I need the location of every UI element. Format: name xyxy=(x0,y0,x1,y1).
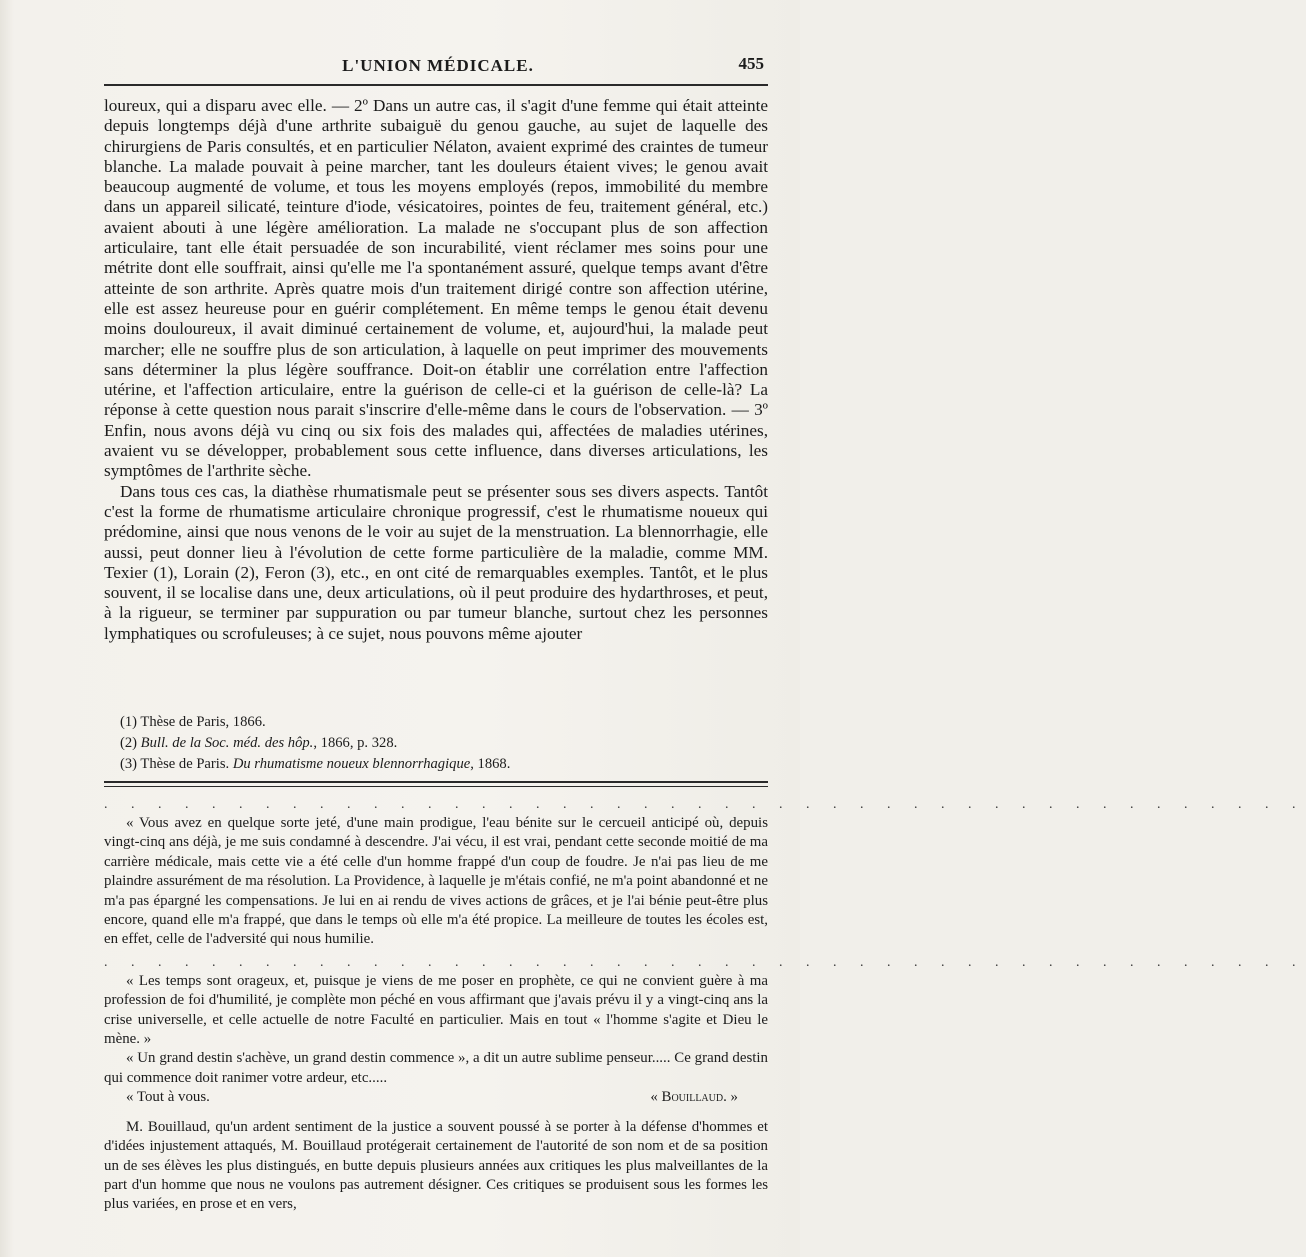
ellipsis-line: . . . . . . . . . . . . . . . . . . . . . . . . . . . . . . . . . . . . . . . . . . . . . xyxy=(104,954,1306,970)
quote-paragraph: « Vous avez en quelque sorte jeté, d'une main prodigue, l'eau bénite sur le cercueil anticipé où, depuis vingt-cinq ans déjà, je me suis condamné à descendre. J'ai vécu, il est vrai, pendant cette seconde moitié de ma carrière médicale, mais cette vie a été celle d'un homme frappé d'un coup de foudre. Je n'ai pas lieu de me plaindre assurément de ma résolution. La Providence, à laquelle je m'étais confié, ne m'a point abandonné et ne m'a pas épargné les compensations. Je lui en ai rendu de vives actions de grâces, et je l'ai bénie peut-être plus encore, quand elle m'a frappé, que dans le temps où elle m'a été propice. La meilleure de toutes les écoles est, en effet, celle de l'adversité qui nous humilie. xyxy=(104,815,768,948)
page-number: 455 xyxy=(738,54,764,73)
footnote-number: (3) Thèse de Paris. xyxy=(120,756,233,772)
body-paragraph: loureux, qui a disparu avec elle. — 2º Dans un autre cas, il s'agit d'une femme qui était atteinte depuis longtemps déjà d'une arthrite subaiguë du genou gauche, au sujet de laquelle des chirurgiens de Paris consultés, et en particulier Nélaton, avaient exprimé des craintes de tumeur blanche. La malade pouvait à peine marcher, tant les douleurs étaient vives; le genou avait beaucoup augmenté de volume, et tous les moyens employés (repos, immobilité du membre dans un appareil silicaté, teinture d'iode, vésicatoires, pointes de feu, traitement général, etc.) avaient abouti à une légère amélioration. La malade ne s'occupant plus de son affection articulaire, tant elle était persuadée de son incurabilité, vient réclamer mes soins pour une métrite dont elle souffrait, ainsi qu'elle me l'a spontanément assuré, quelque temps avant d'être atteinte de son arthrite. Après quatre mois d'un traitement dirigé contre son affection utérine, elle est assez heureuse pour en guérir complétement. En même temps le genou était devenu moins douloureux, il avait diminué certainement de volume, et, aujourd'hui, la malade peut marcher; elle ne souffre plus de son articulation, à laquelle on peut imprimer des mouvements sans déterminer la plus légère souffrance. Doit-on établir une corrélation entre l'affection utérine, et l'affection articulaire, entre la guérison de celle-ci et la guérison de celle-là? La réponse à cette question nous parait s'inscrire d'elle-même dans le cours de l'observation. — 3º Enfin, nous avons déjà vu cinq ou six fois des malades qui, affectées de maladies utérines, avaient vu se développer, probablement sous cette influence, dans diverses articulations, les symptômes de l'arthrite sèche. xyxy=(104,96,768,481)
body-paragraph: Dans tous ces cas, la diathèse rhumatismale peut se présenter sous ses divers aspects. Tantôt c'est la forme de rhumatisme articulaire chronique progressif, c'est le rhumatisme noueux qui prédomine, ainsi que nous venons de le voir au sujet de la menstruation. La blennorrhagie, elle aussi, peut donner lieu à l'évolution de cette forme particulière de la maladie, comme MM. Texier (1), Lorain (2), Feron (3), etc., en ont cité de remarquables exemples. Tantôt, et le plus souvent, il se localise dans une, deux articulations, où il peut produire des hydarthroses, et peut, à la rigueur, se terminer par suppuration ou par tumeur blanche, surtout chez les personnes lymphatiques ou scrofuleuses; à ce sujet, nous pouvons même ajouter xyxy=(104,481,768,643)
footnote-title: Bull. de la Soc. méd. des hôp. xyxy=(140,735,314,751)
quoted-letter xyxy=(104,796,1306,1215)
header-rule xyxy=(104,84,768,86)
footnote-number: (2) xyxy=(120,735,141,751)
page-header xyxy=(108,52,768,80)
section-divider xyxy=(104,781,768,787)
letter-closing xyxy=(104,1088,768,1107)
main-body xyxy=(104,96,768,644)
footnote-citation: , 1868. xyxy=(470,756,511,772)
closing-paragraph: M. Bouillaud, qu'un ardent sentiment de la justice a souvent poussé à se porter à la défense d'hommes et d'idées injustement attaqués, M. Bouillaud protégerait certainement de l'autorité de son nom et de sa position un de ses élèves les plus distingués, en butte depuis plusieurs années aux critiques les plus malveillantes de la part d'un homme que nous ne voulons pas autrement désigner. Ces critiques se produisent sous les formes les plus variées, en prose et en vers, xyxy=(104,1118,768,1213)
running-head: L'UNION MÉDICALE. xyxy=(342,56,534,75)
ellipsis-line: . . . . . . . . . . . . . . . . . . . . . . . . . . . . . . . . . . . . . . . . . . . . . xyxy=(104,797,1306,812)
footnotes xyxy=(120,712,768,775)
quote-paragraph: « Un grand destin s'achève, un grand destin commence », a dit un autre sublime penseur..... Ce grand destin qui commence doit ranimer votre ardeur, etc..... xyxy=(104,1050,768,1086)
closing-text: « Tout à vous. xyxy=(126,1089,210,1106)
footnote-citation: , 1866, p. 328. xyxy=(313,735,398,751)
footnote xyxy=(120,754,768,775)
footnote: (1) Thèse de Paris, 1866. xyxy=(120,714,266,730)
signature: « Bouillaud. » xyxy=(650,1089,738,1106)
footnote xyxy=(120,733,768,754)
footnote-title: Du rhumatisme noueux blennorrhagique xyxy=(232,756,471,772)
quote-paragraph: « Les temps sont orageux, et, puisque je viens de me poser en prophète, ce qui ne convient guère à ma profession de foi d'humilité, je complète mon péché en vous affirmant que j'avais prévu il y a vingt-cinq ans la crise universelle, et celle actuelle de notre Faculté en particulier. Mais en tout « l'homme s'agite et Dieu le mène. » xyxy=(104,972,768,1048)
